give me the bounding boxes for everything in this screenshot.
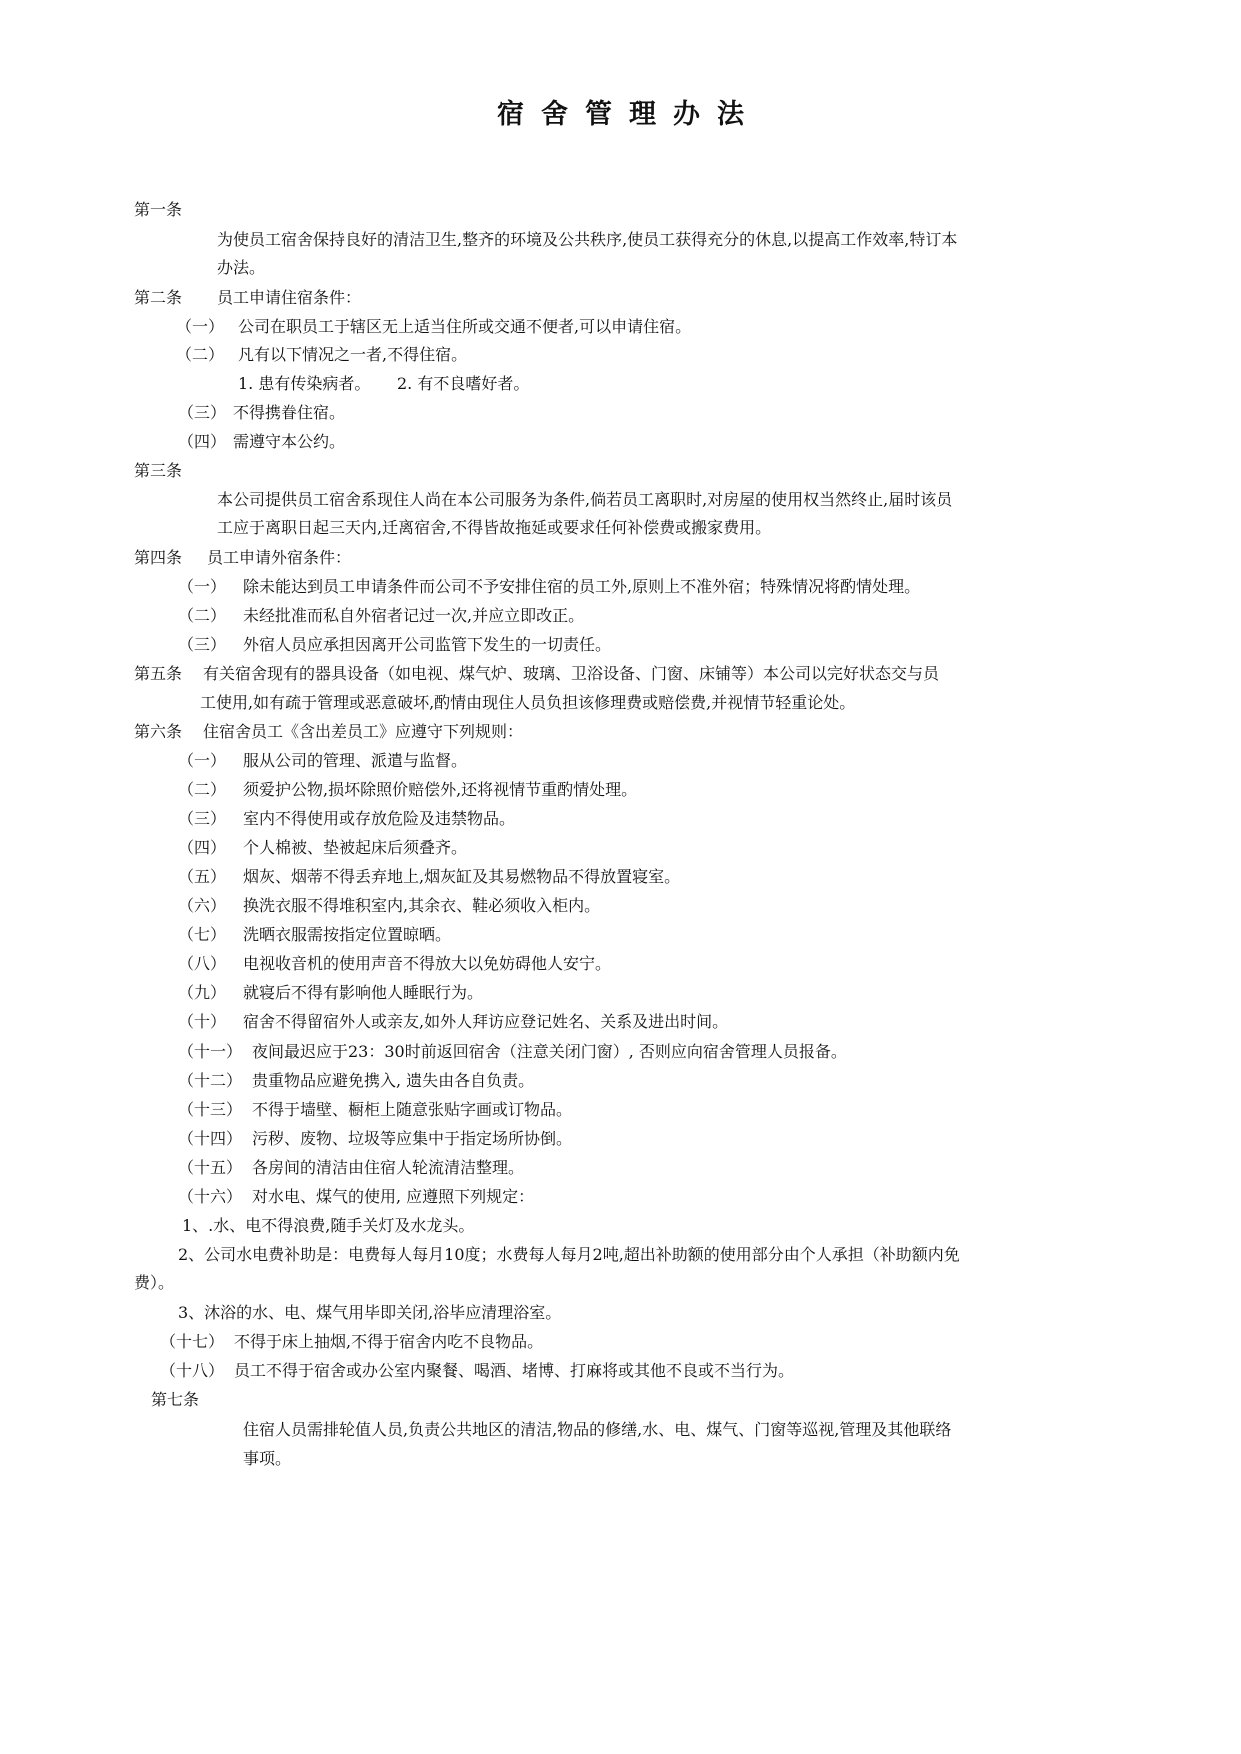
sub-item: 2、公司水电费补助是：电费每人每月10度；水费每人每月2吨,超出补助额的使用部分由个人承担（补助额内免 bbox=[178, 1245, 960, 1264]
item-number: （二） bbox=[176, 345, 225, 364]
item-text: 须爱护公物,损坏除照价赔偿外,还将视情节重酌情处理。 bbox=[243, 780, 638, 799]
item-number: （四） bbox=[178, 432, 227, 451]
item-number: （十五） bbox=[178, 1158, 243, 1177]
item-number: （六） bbox=[178, 896, 227, 915]
item-number: （一） bbox=[176, 317, 225, 336]
item-text: 不得携眷住宿。 bbox=[233, 403, 346, 422]
article-heading: 第五条 bbox=[134, 664, 183, 683]
item-text: 未经批准而私自外宿者记过一次,并应立即改正。 bbox=[243, 606, 585, 625]
item-text: 就寝后不得有影响他人睡眠行为。 bbox=[243, 983, 484, 1002]
article-heading: 第一条 bbox=[134, 200, 183, 219]
item-number: （四） bbox=[178, 838, 227, 857]
item-number: （十八） bbox=[160, 1361, 225, 1380]
item-number: （一） bbox=[178, 577, 227, 596]
item-number: （十七） bbox=[160, 1332, 225, 1351]
item-text: 贵重物品应避免携入, 遗失由各自负责。 bbox=[252, 1071, 535, 1090]
item-number: （二） bbox=[178, 780, 227, 799]
item-number: （九） bbox=[178, 983, 227, 1002]
article-text: 员工申请外宿条件： bbox=[207, 548, 352, 567]
item-text: 凡有以下情况之一者,不得住宿。 bbox=[238, 345, 468, 364]
article-text: 住宿舍员工《含出差员工》应遵守下列规则： bbox=[203, 722, 524, 741]
article-text: 事项。 bbox=[243, 1449, 292, 1468]
document-title: 宿舍管理办法 bbox=[497, 99, 761, 130]
item-number: （一） bbox=[178, 751, 227, 770]
item-text: 不得于墙壁、橱柜上随意张贴字画或订物品。 bbox=[252, 1100, 573, 1119]
item-number: （十一） bbox=[178, 1042, 243, 1061]
article-text: 办法。 bbox=[217, 258, 266, 277]
item-text: 宿舍不得留宿外人或亲友,如外人拜访应登记姓名、关系及进出时间。 bbox=[243, 1012, 729, 1031]
article-text: 为使员工宿舍保持良好的清洁卫生,整齐的环境及公共秩序,使员工获得充分的休息,以提高工作效率,特订本 bbox=[217, 230, 958, 249]
article-heading: 第二条 bbox=[134, 288, 183, 307]
item-number: （十四） bbox=[178, 1129, 243, 1148]
article-text: 本公司提供员工宿舍系现住人尚在本公司服务为条件,倘若员工离职时,对房屋的使用权当然终止,届时该员 bbox=[217, 490, 953, 509]
item-number: （十三） bbox=[178, 1100, 243, 1119]
article-heading: 第六条 bbox=[134, 722, 183, 741]
article-heading: 第七条 bbox=[151, 1390, 200, 1409]
article-heading: 第四条 bbox=[134, 548, 183, 567]
item-text: 污秽、废物、垃圾等应集中于指定场所协倒。 bbox=[252, 1129, 573, 1148]
item-text: 夜间最迟应于23：30时前返回宿舍（注意关闭门窗）, 否则应向宿舍管理人员报备。 bbox=[252, 1042, 847, 1061]
item-text: 换洗衣服不得堆积室内,其余衣、鞋必须收入柜内。 bbox=[243, 896, 601, 915]
item-text: 外宿人员应承担因离开公司监管下发生的一切责任。 bbox=[243, 635, 612, 654]
item-text: 各房间的清洁由住宿人轮流清洁整理。 bbox=[252, 1158, 525, 1177]
item-number: （十六） bbox=[178, 1187, 243, 1206]
item-number: （十） bbox=[178, 1012, 227, 1031]
item-number: （三） bbox=[178, 403, 227, 422]
item-text: 个人棉被、垫被起床后须叠齐。 bbox=[243, 838, 468, 857]
sub-item: 1、.水、电不得浪费,随手关灯及水龙头。 bbox=[182, 1216, 475, 1235]
article-text: 工使用,如有疏于管理或恶意破坏,酌情由现住人员负担该修理费或赔偿费,并视情节轻重论处。 bbox=[200, 693, 856, 712]
article-text: 有关宿舍现有的器具设备（如电视、煤气炉、玻璃、卫浴设备、门窗、床铺等）本公司以完好状态交与员 bbox=[203, 664, 940, 683]
item-number: （八） bbox=[178, 954, 227, 973]
item-text: 服从公司的管理、派遣与监督。 bbox=[243, 751, 468, 770]
sub-item: 3、沐浴的水、电、煤气用毕即关闭,浴毕应清理浴室。 bbox=[178, 1303, 562, 1322]
article-text: 住宿人员需排轮值人员,负责公共地区的清洁,物品的修缮,水、电、煤气、门窗等巡视,管理及其他联络 bbox=[243, 1420, 952, 1439]
item-number: （七） bbox=[178, 925, 227, 944]
item-text: 烟灰、烟蒂不得丢弃地上,烟灰缸及其易燃物品不得放置寝室。 bbox=[243, 867, 681, 886]
sub-item: 1. 患有传染病者。 bbox=[238, 374, 371, 393]
article-text: 工应于离职日起三天内,迁离宿舍,不得皆故拖延或要求任何补偿费或搬家费用。 bbox=[217, 518, 772, 537]
article-text: 员工申请住宿条件： bbox=[217, 288, 362, 307]
item-number: （三） bbox=[178, 809, 227, 828]
sub-item: 费）。 bbox=[134, 1273, 175, 1292]
item-text: 不得于床上抽烟,不得于宿舍内吃不良物品。 bbox=[234, 1332, 544, 1351]
sub-item: 2. 有不良嗜好者。 bbox=[397, 374, 530, 393]
item-text: 需遵守本公约。 bbox=[233, 432, 346, 451]
item-text: 对水电、煤气的使用, 应遵照下列规定： bbox=[252, 1187, 535, 1206]
item-text: 除未能达到员工申请条件而公司不予安排住宿的员工外,原则上不准外宿；特殊情况将酌情处理。 bbox=[243, 577, 921, 596]
item-text: 员工不得于宿舍或办公室内聚餐、喝酒、堵博、打麻将或其他不良或不当行为。 bbox=[234, 1361, 795, 1380]
item-number: （二） bbox=[178, 606, 227, 625]
item-text: 公司在职员工于辖区无上适当住所或交通不便者,可以申请住宿。 bbox=[238, 317, 692, 336]
item-number: （五） bbox=[178, 867, 227, 886]
item-text: 电视收音机的使用声音不得放大以免妨碍他人安宁。 bbox=[243, 954, 612, 973]
item-number: （十二） bbox=[178, 1071, 243, 1090]
item-number: （三） bbox=[178, 635, 227, 654]
article-heading: 第三条 bbox=[134, 461, 183, 480]
item-text: 洗晒衣服需按指定位置晾晒。 bbox=[243, 925, 452, 944]
item-text: 室内不得使用或存放危险及违禁物品。 bbox=[243, 809, 516, 828]
